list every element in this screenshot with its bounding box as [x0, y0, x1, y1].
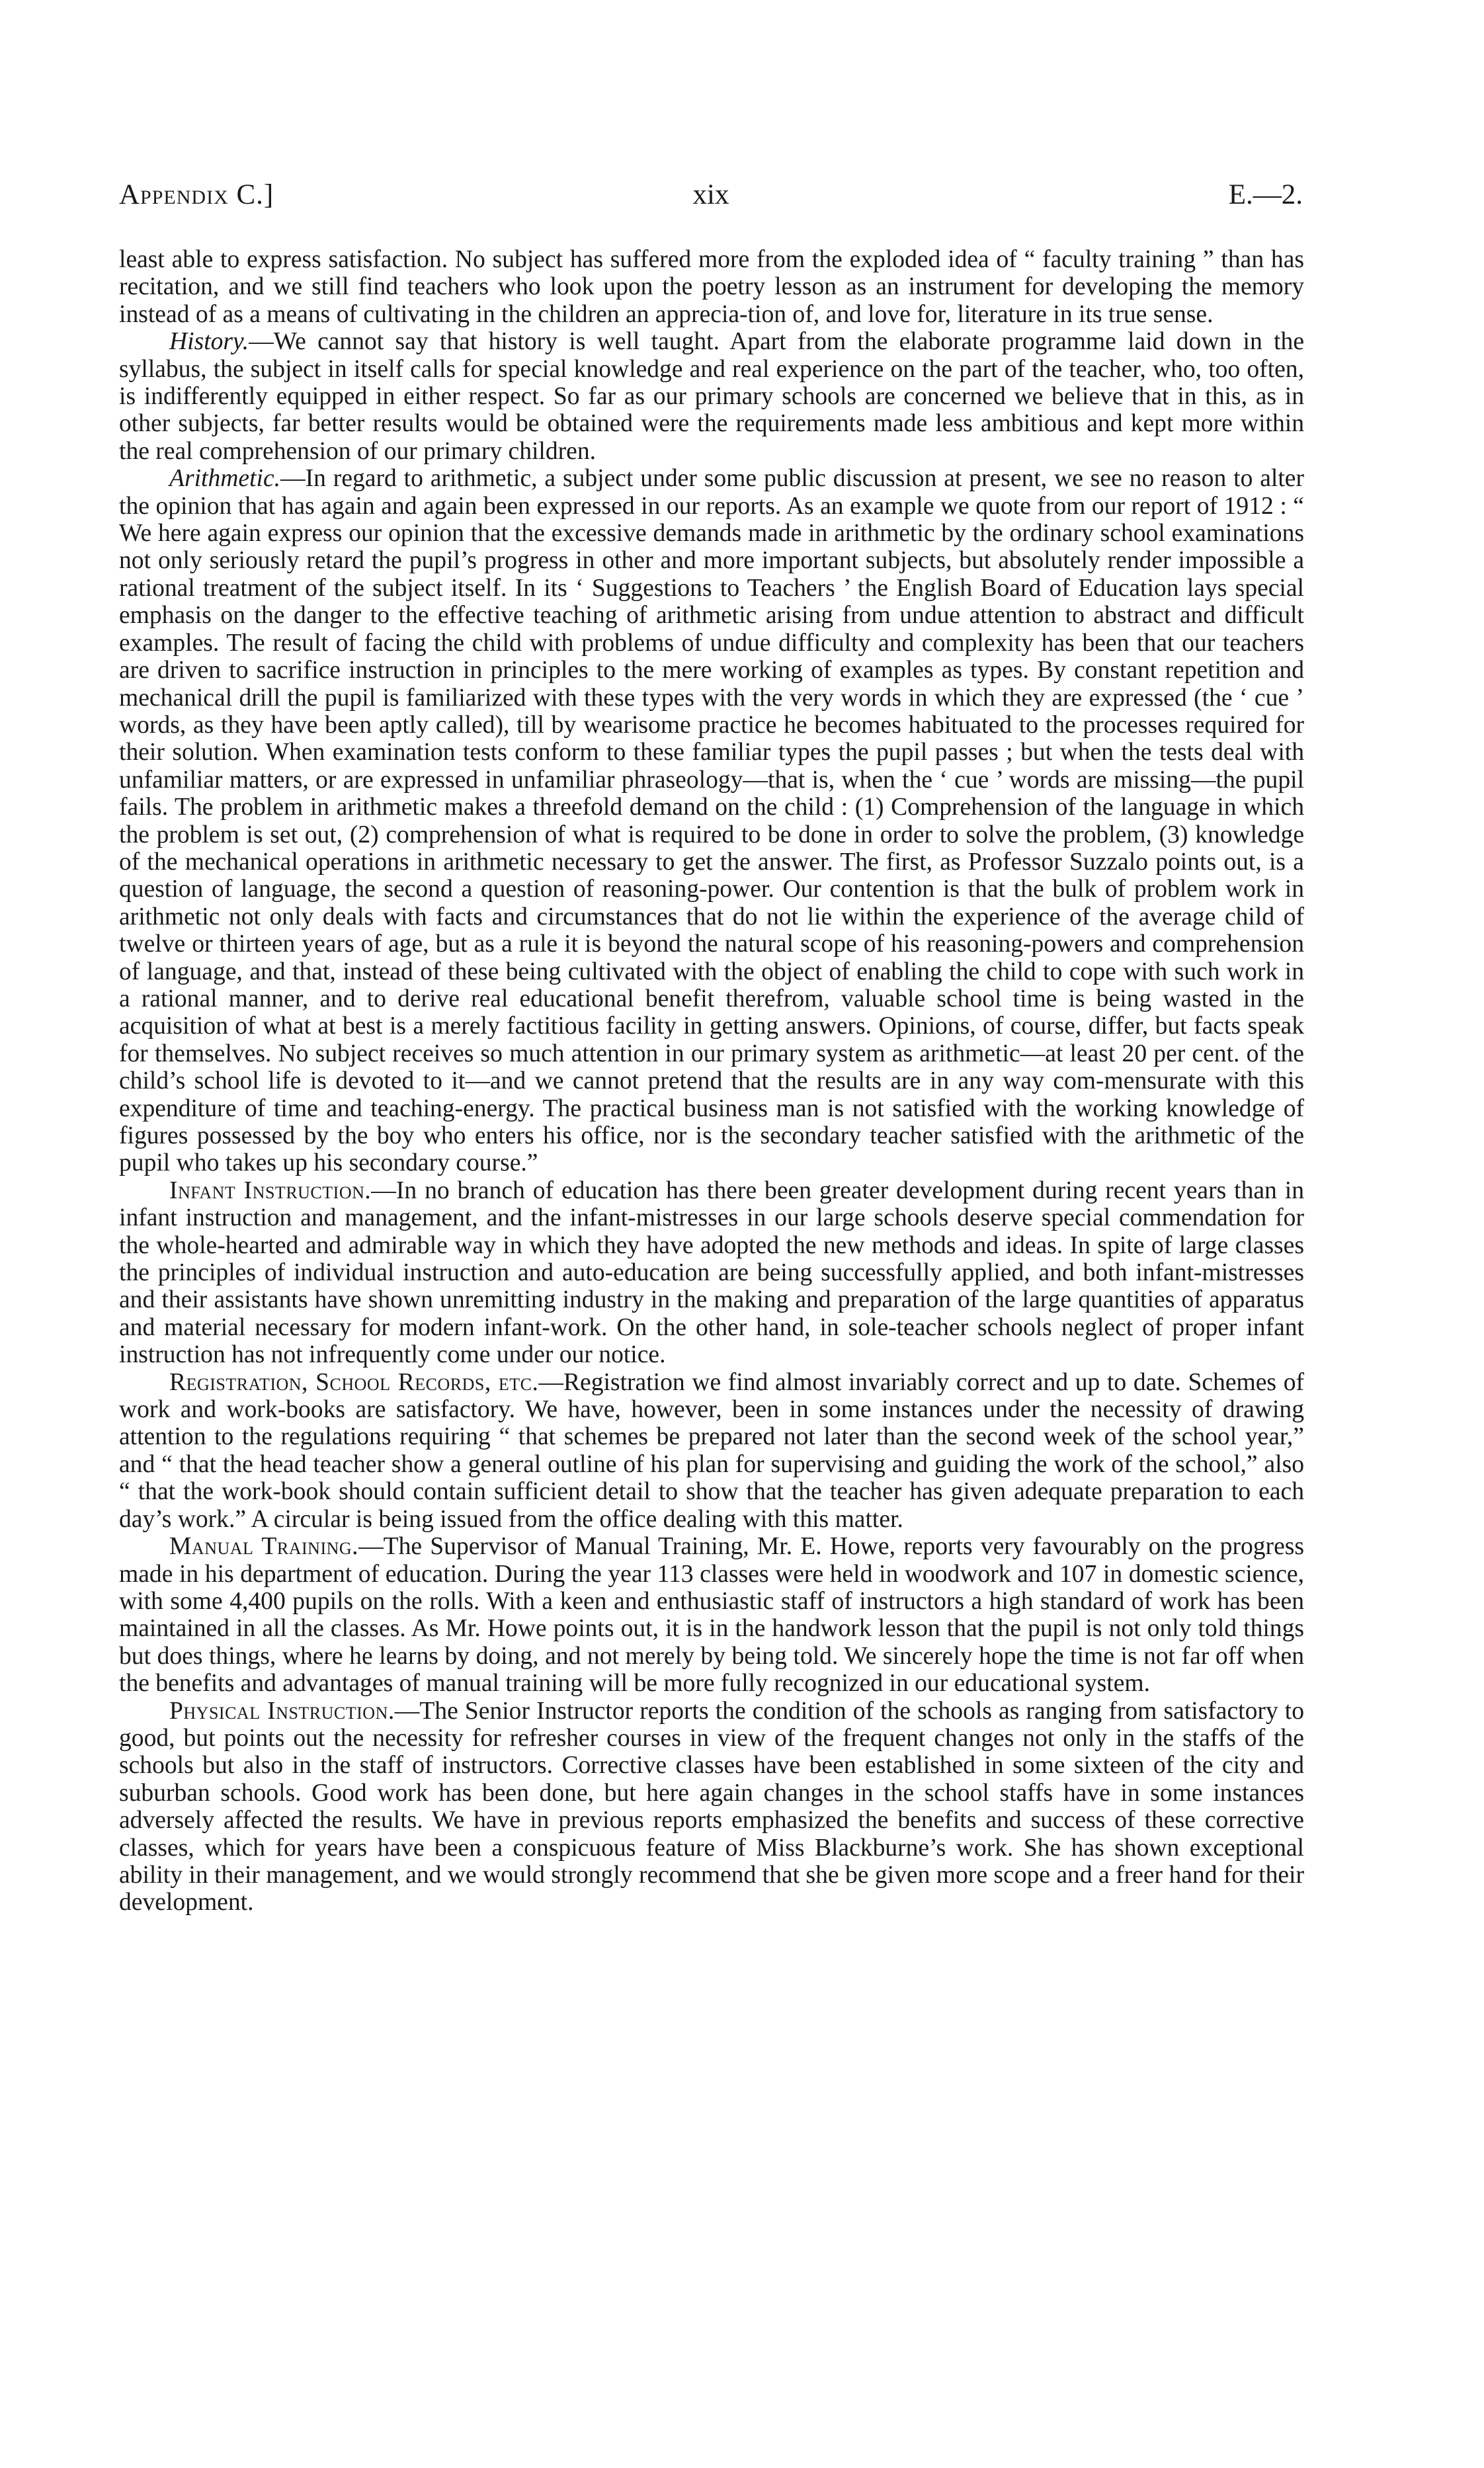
appendix-label: Appendix C.]: [119, 179, 274, 210]
page-header: [119, 179, 1303, 218]
paragraph-manual-training: Manual Training.—The Supervisor of Manual Training, Mr. E. Howe, reports very favourably on the progress made in his department of education. During the year 113 classes were held in woodwork and 107 in domestic science, with some 4,400 pupils on the rolls. With a keen and enthusiastic staff of instructors a high standard of work has been maintained in all the classes. As Mr. Howe points out, it is in the handwork lesson that the pupil is not only told things but does things, where he learns by doing, and not merely by being told. We sincerely hope the time is not far off when the benefits and advantages of manual training will be more fully recognized in our educational system.: [119, 1533, 1304, 1698]
document-reference: E.—2.: [1228, 179, 1303, 210]
paragraph-infant-instruction: Infant Instruction.—In no branch of education has there been greater development during recent years than in infant instruction and management, and the infant-mistresses in our large schools deserve special commendation for the whole-hearted and admirable way in which they have adopted the new methods and ideas. In spite of large classes the principles of individual instruction and auto-education are being successfully applied, and both infant-mistresses and their assistants have shown unremitting industry in the making and preparation of the large quantities of apparatus and material necessary for modern infant-work. On the other hand, in sole-teacher schools neglect of proper infant instruction has not infrequently come under our notice.: [119, 1176, 1304, 1369]
page-number: xix: [692, 179, 729, 210]
paragraph-history: History.—We cannot say that history is well taught. Apart from the elaborate programme laid down in the syllabus, the subject in itself calls for special knowledge and real experience on the part of the teacher, who, too often, is indifferently equipped in either respect. So far as our primary schools are concerned we believe that in this, as in other subjects, far better results would be obtained were the requirements made less ambitious and kept more within the real comprehension of our primary children.: [119, 328, 1304, 465]
section-heading-history: History.: [169, 328, 249, 356]
paragraph-registration: Registration, School Records, etc.—Registration we find almost invariably correct and up to date. Schemes of work and work-books are satisfactory. We have, however, been in some instances under the necessity of drawing attention to the regulations requiring “ that schemes be prepared not later than the second week of the school year,” and “ that the head teacher show a general outline of his plan for supervising and guiding the work of the school,” also “ that the work-book should contain sufficient detail to show that the teacher has given adequate preparation to each day’s work.” A circular is being issued from the office dealing with this matter.: [119, 1368, 1304, 1533]
section-heading-physical-instruction: Physical Instruction.: [169, 1697, 395, 1725]
paragraph-arithmetic: Arithmetic.—In regard to arithmetic, a subject under some public discussion at present, we see no reason to alter the opinion that has again and again been expressed in our reports. As an example we quote from our report of 1912 : “ We here again express our opinion that the excessive demands made in arithmetic by the ordinary school examinations not only seriously retard the pupil’s progress in other and more important subjects, but absolutely render impossible a rational treatment of the subject itself. In its ‘ Suggestions to Teachers ’ the English Board of Education lays special emphasis on the danger to the effective teaching of arithmetic arising from undue attention to abstract and difficult examples. The result of facing the child with problems of undue difficulty and complexity has been that our teachers are driven to sacrifice instruction in principles to the mere working of examples as types. By constant repetition and mechanical drill the pupil is familiarized with these types with the very words in which they are expressed (the ‘ cue ’ words, as they have been aptly called), till by wearisome practice he becomes habituated to the processes required for their solution. When examination tests conform to these familiar types the pupil passes ; but when the tests deal with unfamiliar matters, or are expressed in unfamiliar phraseology—that is, when the ‘ cue ’ words are missing—the pupil fails. The problem in arithmetic makes a threefold demand on the child : (1) Comprehension of the language in which the problem is set out, (2) comprehension of what is required to be done in order to solve the problem, (3) knowledge of the mechanical operations in arithmetic necessary to get the answer. The first, as Professor Suzzalo points out, is a question of language, the second a question of reasoning-power. Our contention is that the bulk of problem work in arithmetic not only deals with facts and circumstances that do not lie within the experience of the average child of twelve or thirteen years of age, but as a rule it is beyond the natural scope of his reasoning-powers and comprehension of language, and that, instead of these being cultivated with the object of enabling the child to cope with such work in a rational manner, and to derive real educational benefit therefrom, valuable school time is being wasted in the acquisition of what at best is a merely factitious facility in getting answers. Opinions, of course, differ, but facts speak for themselves. No subject receives so much attention in our primary system as arithmetic—at least 20 per cent. of the child’s school life is devoted to it—and we cannot pretend that the results are in any way com-mensurate with this expenditure of time and teaching-energy. The practical business man is not satisfied with the working knowledge of figures possessed by the boy who enters his office, nor is the secondary teacher satisfied with the arithmetic of the pupil who takes up his secondary course.”: [119, 465, 1304, 1177]
report-body: [119, 246, 1304, 1916]
section-heading-arithmetic: Arithmetic.: [169, 465, 281, 493]
section-heading-registration: Registration, School Records, etc.: [169, 1368, 539, 1396]
paragraph-physical-instruction: Physical Instruction.—The Senior Instructor reports the condition of the schools as ranging from satisfactory to good, but points out the necessity for refresher courses in view of the frequent changes not only in the staffs of the schools but also in the staff of instructors. Corrective classes have been established in some sixteen of the city and suburban schools. Good work has been done, but here again changes in the school staffs have in some instances adversely affected the results. We have in previous reports emphasized the benefits and success of these corrective classes, which for years have been a conspicuous feature of Miss Blackburne’s work. She has shown exceptional ability in their management, and we would strongly recommend that she be given more scope and a freer hand for their development.: [119, 1697, 1305, 1916]
section-heading-infant-instruction: Infant Instruction.: [169, 1176, 372, 1204]
paragraph-recitation-continued: least able to express satisfaction. No subject has suffered more from the exploded idea of “ faculty training ” than has recitation, and we still find teachers who look upon the poetry lesson as an instrument for developing the memory instead of as a means of cultivating in the children an apprecia-tion of, and love for, literature in its true sense.: [119, 246, 1304, 328]
section-heading-manual-training: Manual Training.: [169, 1533, 359, 1561]
